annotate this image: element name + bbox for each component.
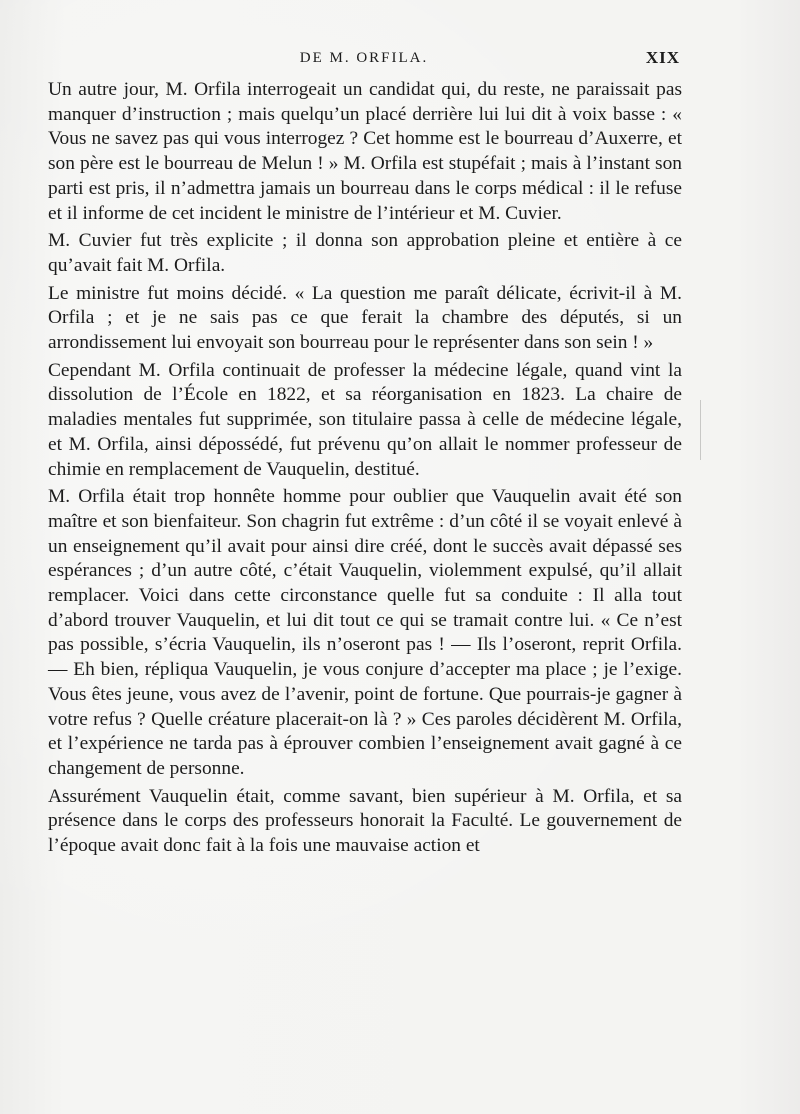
page-header [48, 48, 680, 70]
paragraph-4: Cependant M. Orfila continuait de professer la médecine légale, quand vint la dissolution de l’École en 1822, et sa réorganisation en 1823. La chaire de maladies mentales fut supprimée, son titulaire passa à celle de médecine légale, et M. Orfila, ainsi dépossédé, fut prévenu qu’on allait le nommer professeur de chimie en remplacement de Vauquelin, destitué. [48, 359, 682, 480]
paragraph-1: Un autre jour, M. Orfila interrogeait un candidat qui, du reste, ne paraissait pas manquer d’instruction ; mais quelqu’un placé derrière lui lui dit à voix basse : « Vous ne savez pas qui vous interrogez ? Cet homme est le bourreau d’Auxerre, et son père est le bourreau de Melun ! » M. Orfila est stupéfait ; mais à l’instant son parti est pris, il n’admettra jamais un bourreau dans le corps médical : il le refuse et il informe de cet incident le ministre de l’intérieur et M. Cuvier. [48, 79, 682, 224]
page-edge-mark [700, 400, 701, 460]
paragraph-3: Le ministre fut moins décidé. « La question me paraît délicate, écrivit-il à M. Orfila ; et je ne sais pas ce que ferait la chambre des députés, si un arrondissement lui envoyait son bourreau pour le représenter dans son sein ! » [48, 282, 682, 354]
body-text [48, 78, 682, 859]
page-number: XIX [645, 48, 680, 67]
paragraph-6: Assurément Vauquelin était, comme savant, bien supérieur à M. Orfila, et sa présence dans le corps des professeurs honorait la Faculté. Le gouvernement de l’époque avait donc fait à la fois une mauvaise action et [48, 785, 682, 857]
running-title: DE M. ORFILA. [299, 50, 429, 66]
paragraph-2: M. Cuvier fut très explicite ; il donna son approbation pleine et entière à ce qu’avait fait M. Orfila. [48, 230, 682, 276]
paragraph-5: M. Orfila était trop honnête homme pour oublier que Vauquelin avait été son maître et son bienfaiteur. Son chagrin fut extrême : d’un côté il se voyait enlevé à un enseignement qu’il avait pour ainsi dire créé, dont le succès avait dépassé ses espérances ; d’un autre côté, c’était Vauquelin, violemment expulsé, qu’il allait remplacer. Voici dans cette circonstance quelle fut sa conduite : Il alla tout d’abord trouver Vauquelin, et lui dit tout ce qui se tramait contre lui. « Ce n’est pas possible, s’écria Vauquelin, ils n’oseront pas ! — Ils l’oseront, reprit Orfila. — Eh bien, répliqua Vauquelin, je vous conjure d’accepter ma place ; je l’exige. Vous êtes jeune, vous avez de l’avenir, point de fortune. Que pourrais-je gagner à votre refus ? Quelle créature placerait-on là ? » Ces paroles décidèrent M. Orfila, et l’expérience ne tarda pas à éprouver combien l’enseignement avait gagné à ce changement de personne. [48, 486, 682, 779]
